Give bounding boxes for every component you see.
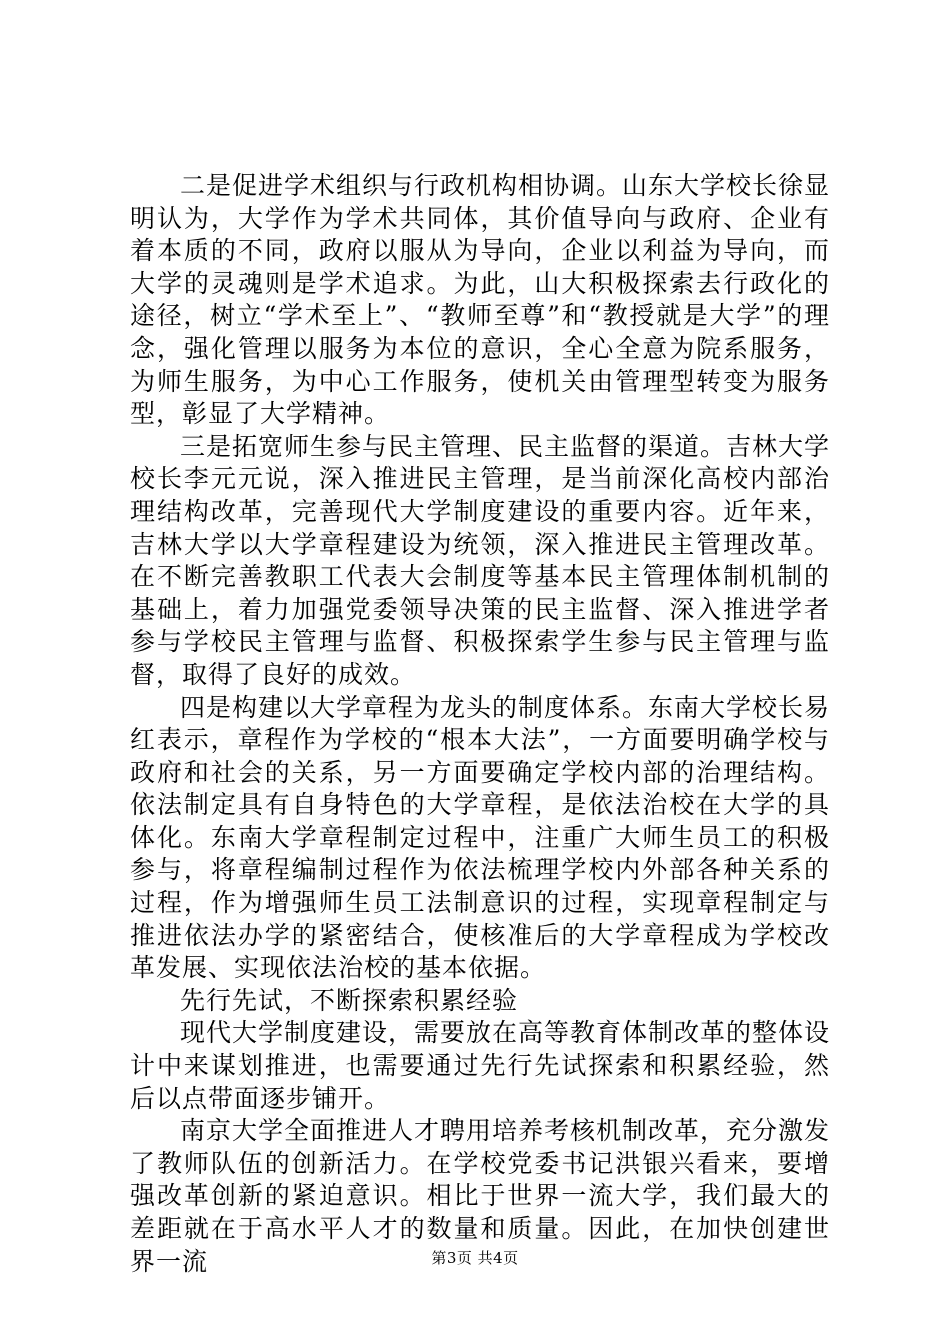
body-text [130,170,830,1278]
paragraph-academic-administrative: 二是促进学术组织与行政机构相协调。山东大学校长徐显明认为，大学作为学术共同体，其价值导向与政府、企业有着本质的不同，政府以服从为导向，企业以利益为导向，而大学的灵魂则是学术追求。为此，山大积极探索去行政化的途径，树立“学术至上”、“教师至尊”和“教授就是大学”的理念，强化管理以服务为本位的意识，全心全意为院系服务，为师生服务，为中心工作服务，使机关由管理型转变为服务型，彰显了大学精神。 [130,171,831,429]
section-heading: 先行先试，不断探索积累经验 [180,985,519,1015]
paragraph-nanjing-university: 南京大学全面推进人才聘用培养考核机制改革，充分激发了教师队伍的创新活力。在学校党委书记洪银兴看来，要增强改革创新的紧迫意识。相比于世界一流大学，我们最大的差距就在于高水平人才的数量和质量。因此，在加快创建世界一流 [130,1116,831,1276]
paragraph-university-charter: 四是构建以大学章程为龙头的制度体系。东南大学校长易红表示，章程作为学校的“根本大法”，一方面要明确学校与政府和社会的关系，另一方面要确定学校内部的治理结构。依法制定具有自身特色的大学章程，是依法治校在大学的具体化。东南大学章程制定过程中，注重广大师生员工的积极参与，将章程编制过程作为依法梳理学校内外部各种关系的过程，作为增强师生员工法制意识的过程，实现章程制定与推进依法办学的紧密结合，使核准后的大学章程成为学校改革发展、实现依法治校的基本依据。 [130,692,831,983]
page-footer: 第3页 共4页 [431,1249,519,1267]
paragraph-democratic-management: 三是拓宽师生参与民主管理、民主监督的渠道。吉林大学校长李元元说，深入推进民主管理，是当前深化高校内部治理结构改革，完善现代大学制度建设的重要内容。近年来，吉林大学以大学章程建设为统领，深入推进民主管理改革。在不断完善教职工代表大会制度等基本民主管理体制机制的基础上，着力加强党委领导决策的民主监督、深入推进学者参与学校民主管理与监督、积极探索学生参与民主管理与监督，取得了良好的成效。 [130,431,831,689]
paragraph-pilot-reform: 现代大学制度建设，需要放在高等教育体制改革的整体设计中来谋划推进，也需要通过先行先试探索和积累经验，然后以点带面逐步铺开。 [130,1018,831,1113]
